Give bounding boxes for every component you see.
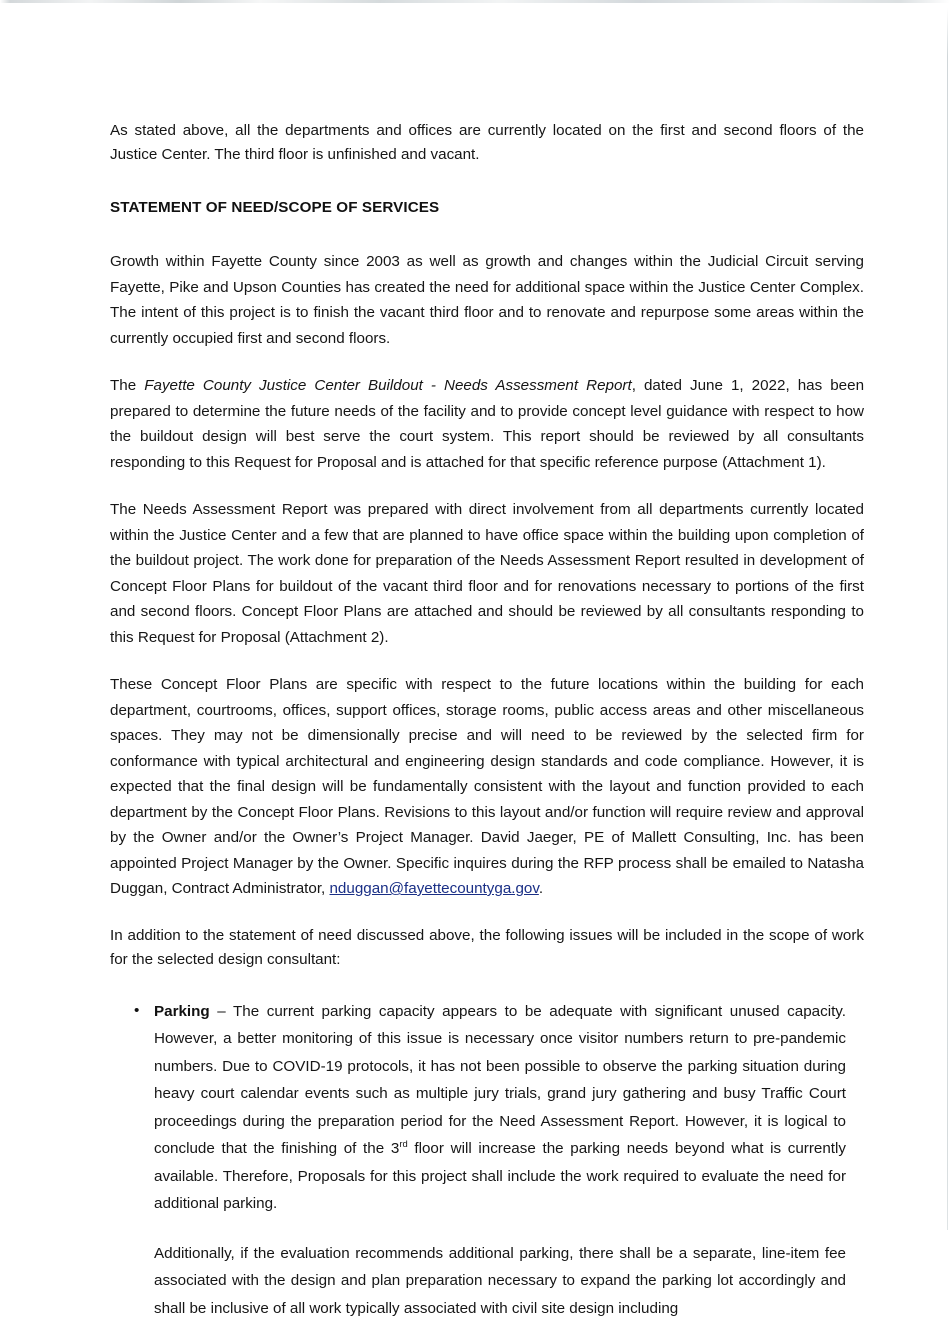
parking-bullet-paragraph [154, 998, 846, 1218]
spacer [110, 167, 864, 197]
contract-administrator-email-link[interactable]: nduggan@fayettecountyga.gov [329, 880, 538, 897]
parking-dash: – [210, 1003, 233, 1020]
bullet-point-icon: • [134, 998, 139, 1024]
scan-artifact-top-edge [0, 0, 950, 3]
concept-plans-text-part-two: . [539, 880, 543, 897]
report-paragraph-suffix: , dated June 1, 2022, has been prepared to determine the future needs of the facility and to provide concept level guidance with respect to how the buildout design will best serve the court system. This report should be reviewed by all consultants responding to this Request for Proposal and is attached for that specific reference purpose (Attachment 1). [110, 377, 864, 471]
parking-text-before-superscript: The current parking capacity appears to be adequate with significant unused capacity. However, a better monitoring of this issue is necessary once visitor numbers return to pre-pandemic numbers. Due to COVID-19 protocols, it has not been possible to observe the parking situation during heavy court calendar events such as multiple jury trials, grand jury gathering and busy Traffic Court proceedings during the preparation period for the Need Assessment Report. However, it is logical to conclude that the finishing of the 3 [154, 1003, 846, 1158]
spacer [154, 1218, 846, 1240]
scope-bullet-list [110, 998, 864, 1322]
spacer [110, 902, 864, 924]
spacer [110, 351, 864, 373]
parking-sub-paragraph: Additionally, if the evaluation recommends additional parking, there shall be a separate, line-item fee associated with the design and plan preparation necessary to expand the parking lot accordingly and shall be inclusive of all work typically associated with civil site design including [154, 1240, 846, 1322]
needs-assessment-report-title: Fayette County Justice Center Buildout - Needs Assessment Report [144, 377, 631, 394]
spacer [110, 972, 864, 998]
scan-artifact-right-edge [947, 8, 948, 1230]
concept-plans-text-part-one: These Concept Floor Plans are specific with respect to the future locations within the building for each department, courtrooms, offices, support offices, storage rooms, public access areas and other miscellaneous spaces. They may not be dimensionally precise and will need to be reviewed by the selected firm for conformance with typical architectural and engineering design standards and code compliance. However, it is expected that the final design will be fundamentally consistent with the layout and function provided to each department by the Concept Floor Plans. Revisions to this layout and/or function will require review and approval by the Owner and/or the Owner’s Project Manager. David Jaeger, PE of Mallett Consulting, Inc. has been appointed Project Manager by the Owner. Specific inquires during the RFP process shall be emailed to Natasha Duggan, Contract Administrator, [110, 676, 864, 897]
list-item [110, 998, 846, 1322]
spacer [110, 650, 864, 672]
scope-intro-paragraph: In addition to the statement of need discussed above, the following issues will be included in the scope of work for the selected design consultant: [110, 924, 864, 972]
intro-paragraph: As stated above, all the departments and offices are currently located on the first and second floors of the Justice Center. The third floor is unfinished and vacant. [110, 119, 864, 167]
ordinal-superscript: rd [399, 1138, 407, 1149]
report-paragraph-prefix: The [110, 377, 144, 394]
spacer [110, 219, 864, 249]
page-title: STATEMENT OF NEED/SCOPE OF SERVICES [110, 197, 864, 219]
spacer [110, 475, 864, 497]
growth-paragraph: Growth within Fayette County since 2003 as well as growth and changes within the Judicial Circuit serving Fayette, Pike and Upson Counties has created the need for additional space within the Justice Center Complex. The intent of this project is to finish the vacant third floor and to renovate and repurpose some areas within the currently occupied first and second floors. [110, 249, 864, 351]
parking-text-after-superscript: floor will increase the parking needs beyond what is currently available. Therefore, Proposals for this project shall include the work required to evaluate the need for additional parking. [154, 1140, 846, 1212]
parking-bold-term: Parking [154, 1003, 210, 1020]
report-paragraph [110, 373, 864, 475]
needs-assessment-paragraph: The Needs Assessment Report was prepared with direct involvement from all departments currently located within the Justice Center and a few that are planned to have office space within the building upon completion of the buildout project. The work done for preparation of the Needs Assessment Report resulted in development of Concept Floor Plans for buildout of the vacant third floor and for renovations necessary to portions of the first and second floors. Concept Floor Plans are attached and should be reviewed by all consultants responding to this Request for Proposal (Attachment 2). [110, 497, 864, 650]
concept-plans-paragraph [110, 672, 864, 902]
document-content [110, 119, 864, 1322]
